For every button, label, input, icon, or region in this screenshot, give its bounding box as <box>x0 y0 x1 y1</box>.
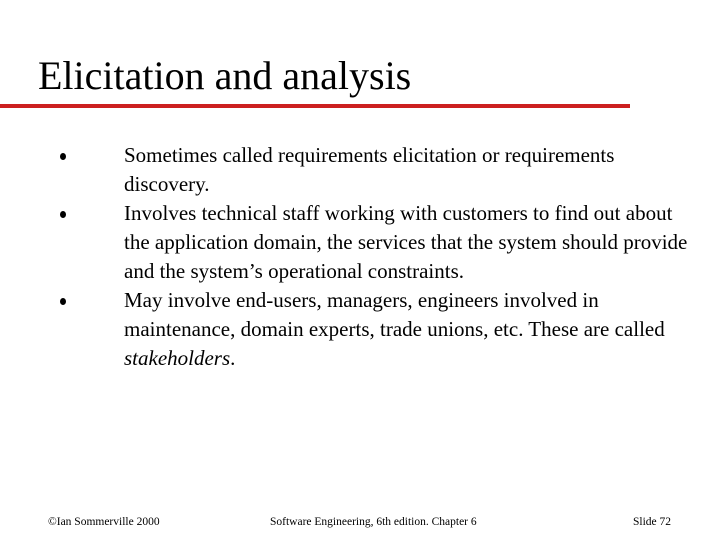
bullet-item <box>60 141 700 199</box>
footer-slide-number: Slide 72 <box>633 516 672 528</box>
slide-title: Elicitation and analysis <box>38 53 412 98</box>
footer-copyright: ©Ian Sommerville 2000 <box>48 516 160 528</box>
title-underline <box>0 104 630 108</box>
bullet-text: May involve end-users, managers, engineers involved in maintenance, domain experts, trade unions, etc. These are called <box>124 288 665 341</box>
bullet-item <box>60 286 700 373</box>
bullet-item <box>60 199 700 286</box>
bullet-list <box>60 141 700 373</box>
bullet-dot-icon <box>60 153 66 160</box>
bullet-text: Sometimes called requirements elicitation or requirements discovery. <box>124 143 615 196</box>
footer-book: Software Engineering, 6th edition. Chapter 6 <box>270 516 477 528</box>
bullet-suffix: . <box>230 346 236 370</box>
bullet-text: Involves technical staff working with customers to find out about the application domain, the services that the system should provide and the system’s operational constraints. <box>124 201 688 283</box>
bullet-emphasis: stakeholders <box>124 346 231 370</box>
bullet-dot-icon <box>60 211 66 218</box>
bullet-dot-icon <box>60 298 66 305</box>
